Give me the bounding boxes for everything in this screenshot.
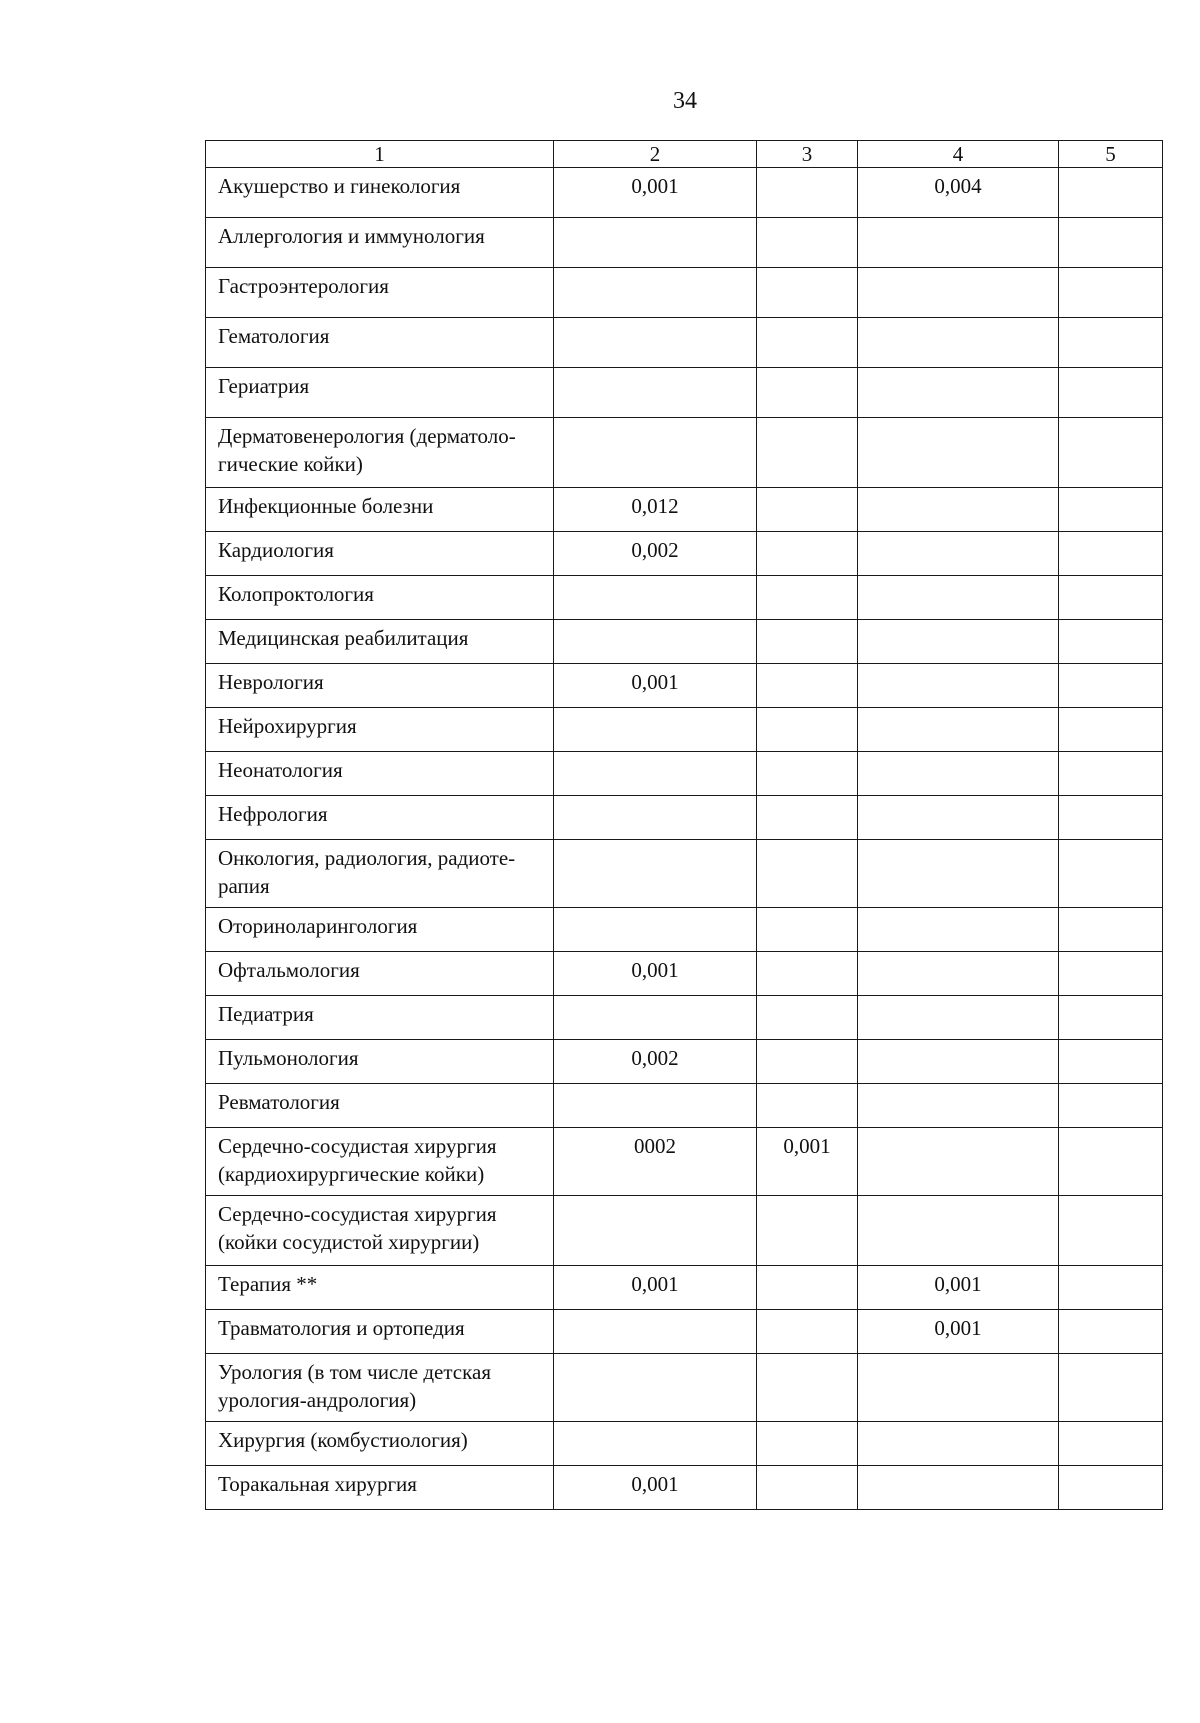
value-cell-col5 xyxy=(1059,368,1163,418)
value-cell-col5 xyxy=(1059,996,1163,1040)
value-cell-col4: 0,004 xyxy=(858,168,1059,218)
value-cell-col3 xyxy=(757,1354,858,1422)
value-cell-col2 xyxy=(554,908,757,952)
value-cell-col4: 0,001 xyxy=(858,1266,1059,1310)
value-cell-col5 xyxy=(1059,532,1163,576)
value-cell-col2 xyxy=(554,752,757,796)
value-cell-col4 xyxy=(858,368,1059,418)
value-cell-col2 xyxy=(554,418,757,488)
table-row xyxy=(206,752,1163,796)
specialty-name-cell: Акушерство и гинекология xyxy=(206,168,554,218)
specialty-name-cell: Терапия ** xyxy=(206,1266,554,1310)
value-cell-col3 xyxy=(757,708,858,752)
value-cell-col4 xyxy=(858,1196,1059,1266)
table-row xyxy=(206,268,1163,318)
value-cell-col5 xyxy=(1059,1422,1163,1466)
value-cell-col2 xyxy=(554,1196,757,1266)
value-cell-col5 xyxy=(1059,840,1163,908)
value-cell-col5 xyxy=(1059,620,1163,664)
specialty-name-cell: Неврология xyxy=(206,664,554,708)
value-cell-col3 xyxy=(757,576,858,620)
table-row xyxy=(206,1422,1163,1466)
value-cell-col3 xyxy=(757,664,858,708)
value-cell-col3 xyxy=(757,268,858,318)
table-row xyxy=(206,796,1163,840)
value-cell-col2 xyxy=(554,796,757,840)
column-header-3: 3 xyxy=(757,141,858,168)
table-row xyxy=(206,620,1163,664)
value-cell-col4 xyxy=(858,418,1059,488)
specialty-name-cell: Сердечно-сосудистая хирургия (кардиохирургические койки) xyxy=(206,1128,554,1196)
value-cell-col3 xyxy=(757,168,858,218)
value-cell-col5 xyxy=(1059,1310,1163,1354)
value-cell-col3 xyxy=(757,532,858,576)
value-cell-col5 xyxy=(1059,418,1163,488)
value-cell-col4 xyxy=(858,1084,1059,1128)
table-row xyxy=(206,532,1163,576)
value-cell-col4 xyxy=(858,708,1059,752)
value-cell-col2: 0,001 xyxy=(554,168,757,218)
table-row xyxy=(206,1354,1163,1422)
table-row xyxy=(206,318,1163,368)
column-header-4: 4 xyxy=(858,141,1059,168)
specialty-name-cell: Торакальная хирургия xyxy=(206,1466,554,1510)
value-cell-col4 xyxy=(858,1466,1059,1510)
value-cell-col5 xyxy=(1059,796,1163,840)
specialty-name-cell: Неонатология xyxy=(206,752,554,796)
table-row xyxy=(206,1466,1163,1510)
value-cell-col3 xyxy=(757,1422,858,1466)
value-cell-col2: 0,012 xyxy=(554,488,757,532)
table-row xyxy=(206,1128,1163,1196)
value-cell-col5 xyxy=(1059,218,1163,268)
value-cell-col2 xyxy=(554,620,757,664)
table-row xyxy=(206,1266,1163,1310)
value-cell-col5 xyxy=(1059,168,1163,218)
value-cell-col2: 0,001 xyxy=(554,664,757,708)
specialty-name-cell: Инфекционные болезни xyxy=(206,488,554,532)
specialty-name-cell: Урология (в том числе детская урология-андрология) xyxy=(206,1354,554,1422)
value-cell-col5 xyxy=(1059,1128,1163,1196)
value-cell-col5 xyxy=(1059,908,1163,952)
value-cell-col3: 0,001 xyxy=(757,1128,858,1196)
specialty-name-cell: Нейрохирургия xyxy=(206,708,554,752)
value-cell-col5 xyxy=(1059,752,1163,796)
table-row xyxy=(206,1310,1163,1354)
value-cell-col4 xyxy=(858,1128,1059,1196)
value-cell-col4 xyxy=(858,620,1059,664)
value-cell-col5 xyxy=(1059,268,1163,318)
value-cell-col5 xyxy=(1059,1354,1163,1422)
specialty-name-cell: Оториноларингология xyxy=(206,908,554,952)
value-cell-col4 xyxy=(858,1422,1059,1466)
value-cell-col3 xyxy=(757,908,858,952)
value-cell-col2 xyxy=(554,576,757,620)
value-cell-col3 xyxy=(757,1196,858,1266)
header-row xyxy=(206,141,1163,168)
table-row xyxy=(206,952,1163,996)
value-cell-col3 xyxy=(757,952,858,996)
table-row xyxy=(206,218,1163,268)
value-cell-col4 xyxy=(858,576,1059,620)
value-cell-col2 xyxy=(554,368,757,418)
value-cell-col4 xyxy=(858,996,1059,1040)
table-row xyxy=(206,840,1163,908)
column-header-1: 1 xyxy=(206,141,554,168)
value-cell-col3 xyxy=(757,1466,858,1510)
table-row xyxy=(206,708,1163,752)
value-cell-col3 xyxy=(757,1040,858,1084)
table-row xyxy=(206,664,1163,708)
value-cell-col4 xyxy=(858,218,1059,268)
value-cell-col5 xyxy=(1059,488,1163,532)
table-row xyxy=(206,488,1163,532)
value-cell-col3 xyxy=(757,1310,858,1354)
table-row xyxy=(206,1040,1163,1084)
value-cell-col2 xyxy=(554,708,757,752)
specialty-name-cell: Травматология и ортопедия xyxy=(206,1310,554,1354)
specialty-name-cell: Ревматология xyxy=(206,1084,554,1128)
value-cell-col3 xyxy=(757,368,858,418)
specialty-name-cell: Нефрология xyxy=(206,796,554,840)
value-cell-col4 xyxy=(858,532,1059,576)
value-cell-col2 xyxy=(554,1084,757,1128)
specialty-name-cell: Педиатрия xyxy=(206,996,554,1040)
specialty-name-cell: Гериатрия xyxy=(206,368,554,418)
value-cell-col4: 0,001 xyxy=(858,1310,1059,1354)
value-cell-col2 xyxy=(554,1354,757,1422)
column-header-5: 5 xyxy=(1059,141,1163,168)
value-cell-col3 xyxy=(757,996,858,1040)
table-row xyxy=(206,368,1163,418)
value-cell-col5 xyxy=(1059,1266,1163,1310)
value-cell-col4 xyxy=(858,268,1059,318)
table-row xyxy=(206,418,1163,488)
value-cell-col5 xyxy=(1059,664,1163,708)
value-cell-col4 xyxy=(858,952,1059,996)
value-cell-col4 xyxy=(858,752,1059,796)
value-cell-col2 xyxy=(554,1310,757,1354)
value-cell-col2 xyxy=(554,840,757,908)
value-cell-col3 xyxy=(757,840,858,908)
value-cell-col4 xyxy=(858,1354,1059,1422)
specialty-name-cell: Гематология xyxy=(206,318,554,368)
value-cell-col5 xyxy=(1059,576,1163,620)
value-cell-col3 xyxy=(757,1266,858,1310)
specialty-name-cell: Сердечно-сосудистая хирургия (койки сосудистой хирургии) xyxy=(206,1196,554,1266)
value-cell-col5 xyxy=(1059,1466,1163,1510)
value-cell-col4 xyxy=(858,908,1059,952)
value-cell-col5 xyxy=(1059,708,1163,752)
table-row xyxy=(206,908,1163,952)
value-cell-col4 xyxy=(858,1040,1059,1084)
value-cell-col3 xyxy=(757,796,858,840)
value-cell-col2: 0,002 xyxy=(554,532,757,576)
value-cell-col3 xyxy=(757,620,858,664)
value-cell-col3 xyxy=(757,318,858,368)
value-cell-col5 xyxy=(1059,952,1163,996)
value-cell-col4 xyxy=(858,318,1059,368)
value-cell-col2 xyxy=(554,268,757,318)
table-row xyxy=(206,1196,1163,1266)
specialty-name-cell: Колопроктология xyxy=(206,576,554,620)
value-cell-col3 xyxy=(757,1084,858,1128)
value-cell-col2: 0,001 xyxy=(554,952,757,996)
specialty-name-cell: Офтальмология xyxy=(206,952,554,996)
table-row xyxy=(206,168,1163,218)
table-row xyxy=(206,1084,1163,1128)
value-cell-col4 xyxy=(858,664,1059,708)
value-cell-col3 xyxy=(757,218,858,268)
value-cell-col2 xyxy=(554,1422,757,1466)
specialty-name-cell: Гастроэнтерология xyxy=(206,268,554,318)
value-cell-col4 xyxy=(858,488,1059,532)
table-row xyxy=(206,576,1163,620)
table-row xyxy=(206,996,1163,1040)
value-cell-col3 xyxy=(757,418,858,488)
specialty-name-cell: Кардиология xyxy=(206,532,554,576)
value-cell-col2 xyxy=(554,318,757,368)
specialty-name-cell: Хирургия (комбустиология) xyxy=(206,1422,554,1466)
value-cell-col3 xyxy=(757,752,858,796)
value-cell-col4 xyxy=(858,796,1059,840)
table-body xyxy=(206,168,1163,1510)
value-cell-col2: 0,001 xyxy=(554,1466,757,1510)
specialty-name-cell: Пульмонология xyxy=(206,1040,554,1084)
value-cell-col5 xyxy=(1059,1040,1163,1084)
value-cell-col2: 0002 xyxy=(554,1128,757,1196)
value-cell-col5 xyxy=(1059,318,1163,368)
specialty-name-cell: Медицинская реабилитация xyxy=(206,620,554,664)
specialty-name-cell: Онкология, радиология, радиоте-рапия xyxy=(206,840,554,908)
page-number: 34 xyxy=(673,88,697,114)
value-cell-col5 xyxy=(1059,1084,1163,1128)
value-cell-col2 xyxy=(554,996,757,1040)
value-cell-col2: 0,002 xyxy=(554,1040,757,1084)
value-cell-col2 xyxy=(554,218,757,268)
specialty-name-cell: Дерматовенерология (дерматоло-гические койки) xyxy=(206,418,554,488)
specialty-name-cell: Аллергология и иммунология xyxy=(206,218,554,268)
value-cell-col5 xyxy=(1059,1196,1163,1266)
value-cell-col2: 0,001 xyxy=(554,1266,757,1310)
value-cell-col4 xyxy=(858,840,1059,908)
value-cell-col3 xyxy=(757,488,858,532)
column-header-2: 2 xyxy=(554,141,757,168)
specialty-table xyxy=(205,140,1163,1510)
